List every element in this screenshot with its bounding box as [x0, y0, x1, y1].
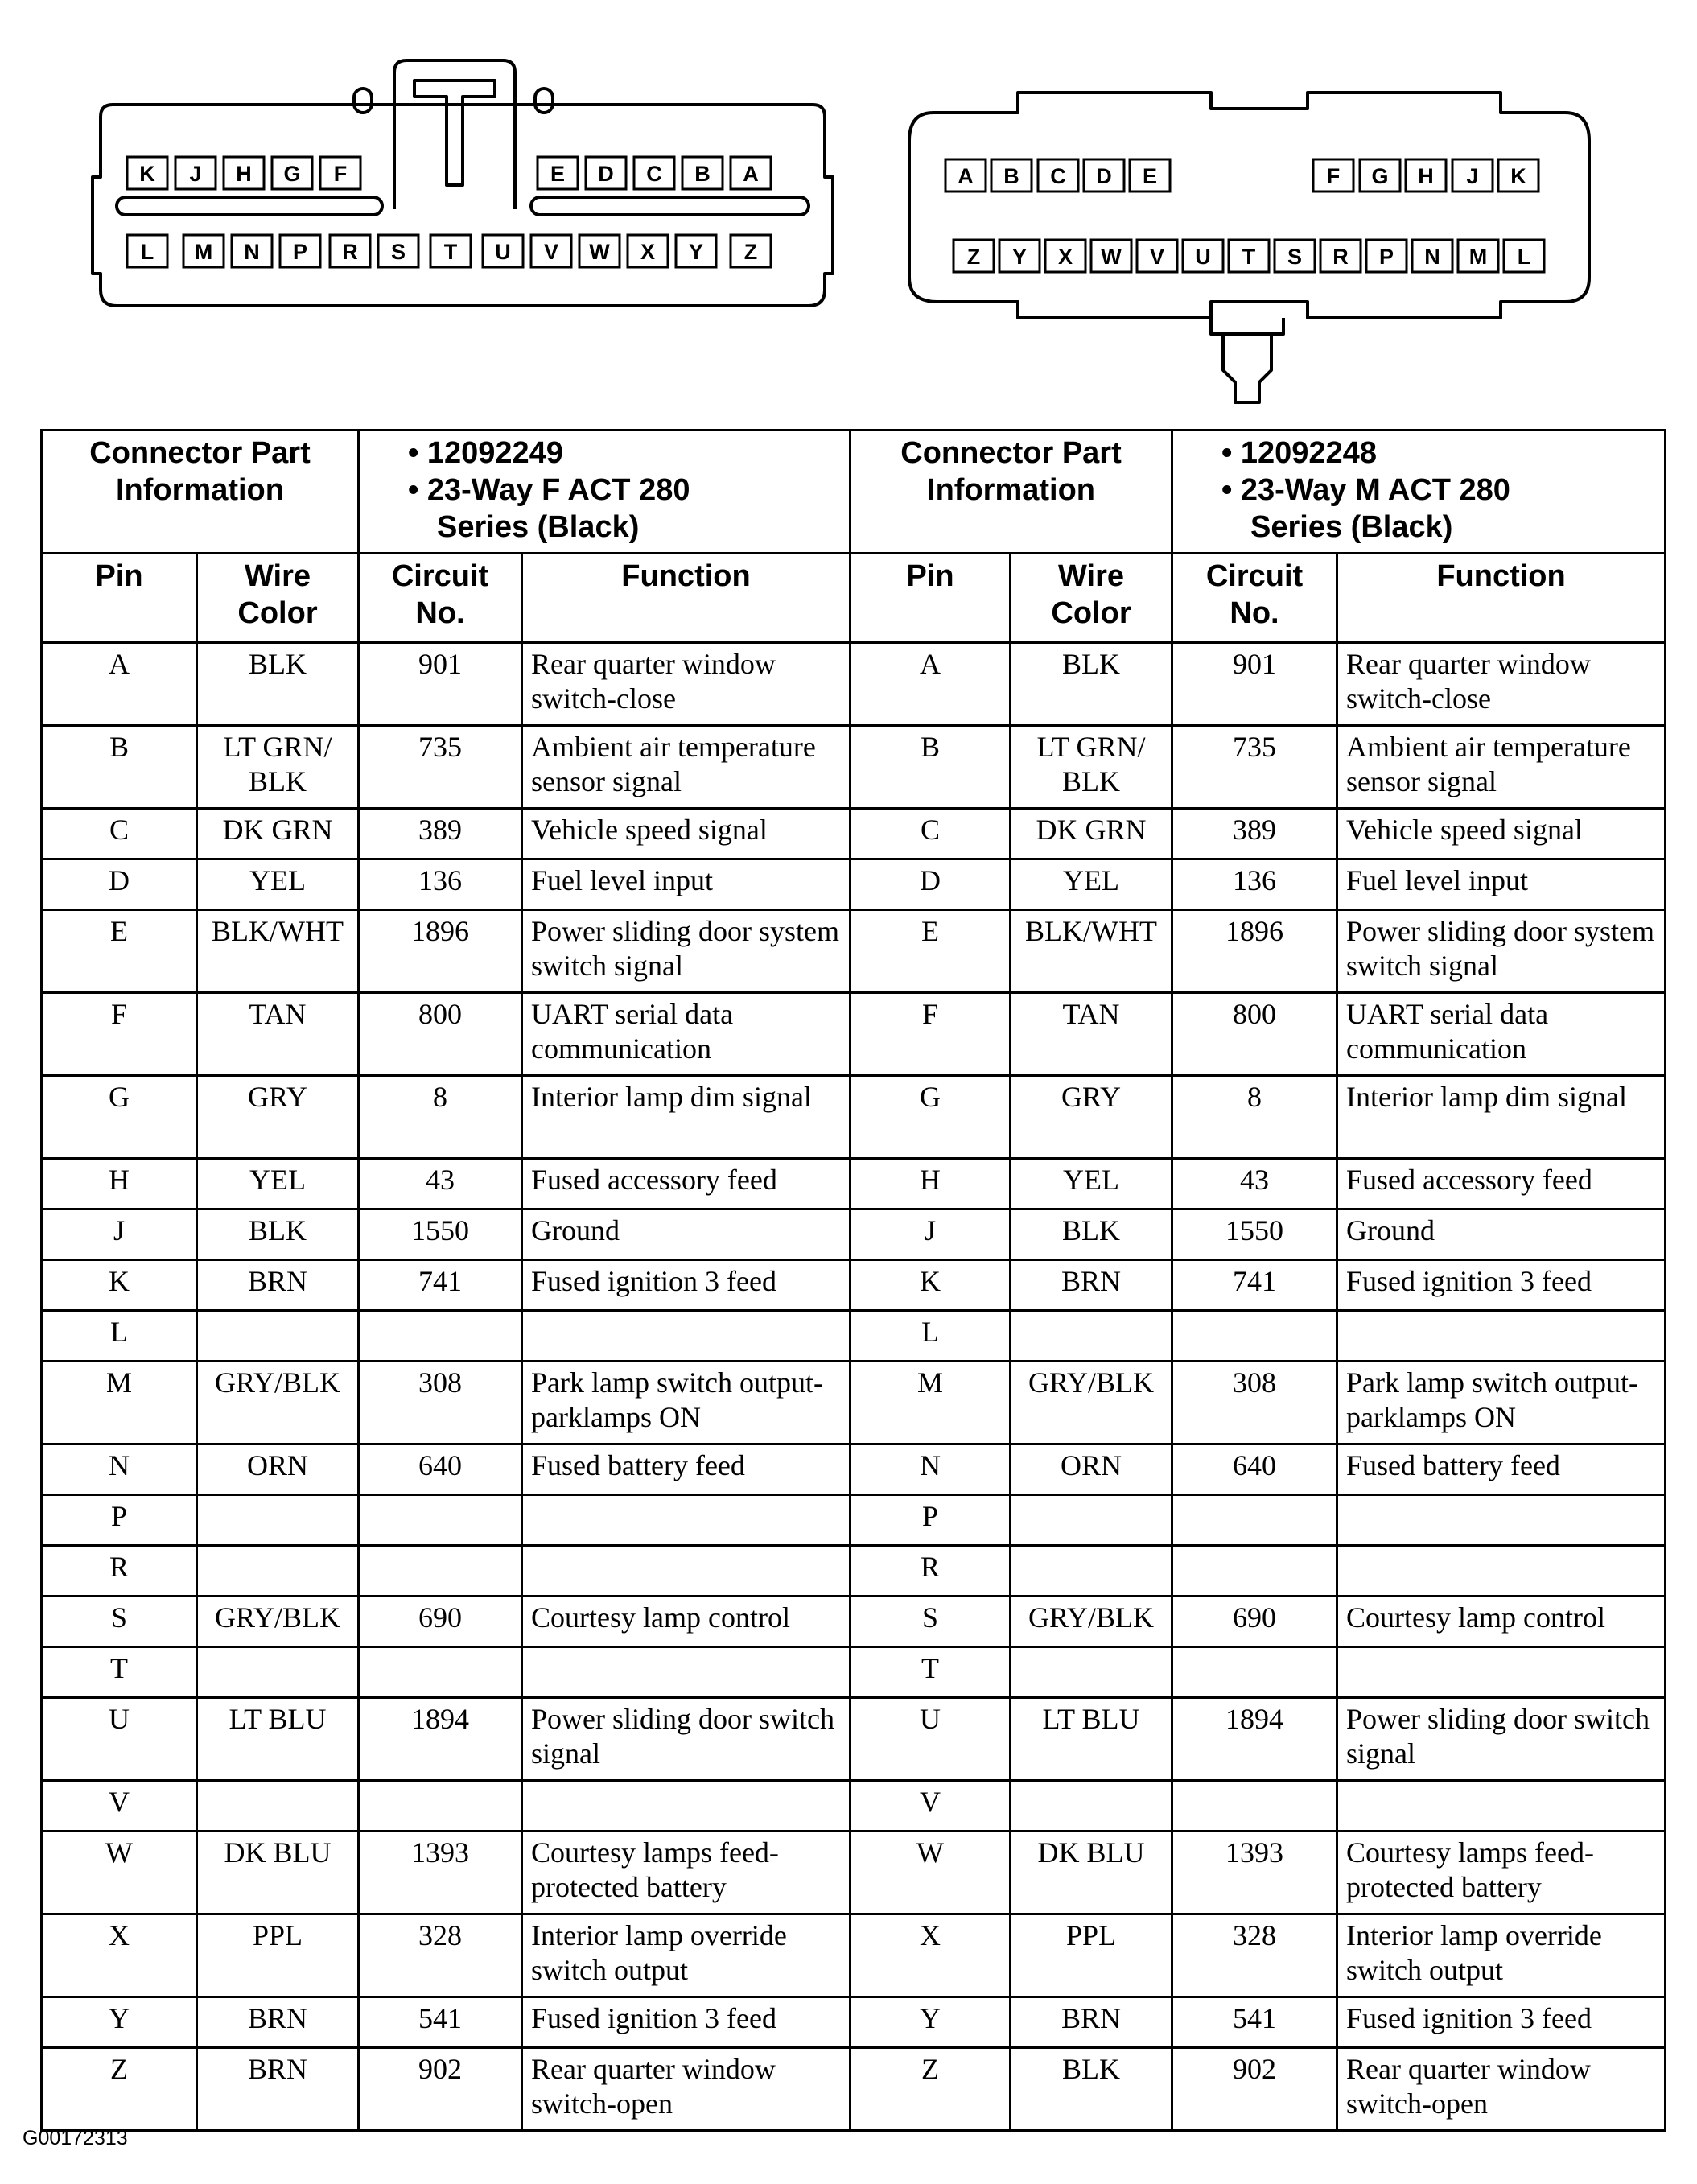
- connector-f-top-pin-label-h: H: [236, 162, 252, 186]
- right-function-cell: Fuel level input: [1337, 859, 1666, 910]
- connector-f-bottom-pin-label-m: M: [194, 240, 213, 264]
- right-wire-color-cell: BRN: [1011, 1260, 1172, 1311]
- connector-f-bottom-pin-label-v: V: [543, 240, 559, 264]
- table-row: [42, 993, 1666, 1076]
- right-wire-color-cell: [1011, 1495, 1172, 1546]
- right-function-cell: Power sliding door switch signal: [1337, 1698, 1666, 1781]
- right-pin-cell: E: [851, 910, 1011, 993]
- right-header-function: Function: [1337, 554, 1666, 643]
- table-row: [42, 1209, 1666, 1260]
- left-circuit-cell: 690: [359, 1597, 522, 1647]
- left-part-number: • 12092249: [408, 436, 563, 470]
- left-pin-cell: X: [42, 1914, 197, 1997]
- left-header-function: Function: [522, 554, 851, 643]
- right-wire-color-cell: GRY: [1011, 1076, 1172, 1159]
- left-circuit-cell: 741: [359, 1260, 522, 1311]
- right-function-cell: Fused ignition 3 feed: [1337, 1997, 1666, 2048]
- connector-f-top-pin-label-c: C: [646, 162, 662, 186]
- right-function-cell: Power sliding door system switch signal: [1337, 910, 1666, 993]
- table-row: [42, 1076, 1666, 1159]
- left-pin-cell: B: [42, 726, 197, 809]
- right-pin-cell: A: [851, 643, 1011, 726]
- right-pin-cell: K: [851, 1260, 1011, 1311]
- connector-m-bottom-pin-label-m: M: [1468, 245, 1488, 269]
- left-function-cell: Vehicle speed signal: [522, 809, 851, 859]
- right-function-cell: Interior lamp override switch output: [1337, 1914, 1666, 1997]
- right-function-cell: Courtesy lamps feed-protected battery: [1337, 1832, 1666, 1914]
- right-pin-cell: F: [851, 993, 1011, 1076]
- right-pin-cell: V: [851, 1781, 1011, 1832]
- left-circuit-cell: 735: [359, 726, 522, 809]
- right-connector-part-info: [1172, 431, 1666, 554]
- connector-m-top-pin-label-e: E: [1142, 164, 1158, 188]
- left-wire-color-cell: GRY/BLK: [197, 1362, 359, 1444]
- connector-m-top-pin-label-g: G: [1371, 164, 1389, 188]
- right-wire-color-cell: LT BLU: [1011, 1698, 1172, 1781]
- connector-m-bottom-pin-label-w: W: [1101, 245, 1122, 269]
- left-header-circuit: Circuit No.: [359, 554, 522, 643]
- right-wire-color-cell: DK BLU: [1011, 1832, 1172, 1914]
- connector-diagrams: [0, 0, 1697, 426]
- right-pin-cell: G: [851, 1076, 1011, 1159]
- left-function-cell: [522, 1647, 851, 1698]
- table-row: [42, 1647, 1666, 1698]
- right-circuit-cell: [1172, 1647, 1337, 1698]
- right-wire-color-cell: [1011, 1546, 1172, 1597]
- connector-f-top-pin-label-e: E: [550, 162, 566, 186]
- left-wire-color-cell: BRN: [197, 2048, 359, 2131]
- left-pin-cell: P: [42, 1495, 197, 1546]
- right-wire-color-cell: ORN: [1011, 1444, 1172, 1495]
- right-circuit-cell: 800: [1172, 993, 1337, 1076]
- left-circuit-cell: [359, 1546, 522, 1597]
- table-row: [42, 2048, 1666, 2131]
- connector-m-top-pin-label-j: J: [1466, 164, 1479, 188]
- left-circuit-cell: 1550: [359, 1209, 522, 1260]
- connector-f-bottom-pin-label-p: P: [292, 240, 308, 264]
- table-row: [42, 1362, 1666, 1444]
- connector-m-bottom-pin-label-z: Z: [966, 245, 981, 269]
- right-pin-cell: X: [851, 1914, 1011, 1997]
- left-pin-cell: K: [42, 1260, 197, 1311]
- connector-f-post-right: [535, 89, 553, 113]
- connector-f-rib-left: [117, 197, 382, 215]
- left-pin-cell: Y: [42, 1997, 197, 2048]
- left-circuit-cell: 136: [359, 859, 522, 910]
- right-wire-color-cell: DK GRN: [1011, 809, 1172, 859]
- connector-f-rib-right: [531, 197, 809, 215]
- right-wire-color-cell: BRN: [1011, 1997, 1172, 2048]
- right-circuit-cell: 136: [1172, 859, 1337, 910]
- left-pin-cell: A: [42, 643, 197, 726]
- connector-m-top-pin-label-c: C: [1050, 164, 1066, 188]
- table-row: [42, 859, 1666, 910]
- connector-f-bottom-pin-label-z: Z: [743, 240, 758, 264]
- table-row: [42, 1546, 1666, 1597]
- right-function-cell: Courtesy lamp control: [1337, 1597, 1666, 1647]
- left-connector-info-label: Connector Part Information: [42, 431, 359, 554]
- left-wire-color-cell: BRN: [197, 1997, 359, 2048]
- table-row: [42, 1159, 1666, 1209]
- connector-f-bottom-pin-label-w: W: [589, 240, 610, 264]
- left-circuit-cell: 1896: [359, 910, 522, 993]
- right-pin-cell: W: [851, 1832, 1011, 1914]
- left-function-cell: Fused battery feed: [522, 1444, 851, 1495]
- right-pin-cell: N: [851, 1444, 1011, 1495]
- left-function-cell: Courtesy lamps feed-protected battery: [522, 1832, 851, 1914]
- left-function-cell: Courtesy lamp control: [522, 1597, 851, 1647]
- right-circuit-cell: 308: [1172, 1362, 1337, 1444]
- right-function-cell: Ambient air temperature sensor signal: [1337, 726, 1666, 809]
- left-function-cell: UART serial data communication: [522, 993, 851, 1076]
- right-function-cell: Interior lamp dim signal: [1337, 1076, 1666, 1159]
- left-circuit-cell: [359, 1311, 522, 1362]
- right-circuit-cell: 8: [1172, 1076, 1337, 1159]
- right-pin-cell: B: [851, 726, 1011, 809]
- connector-f-bottom-pin-label-l: L: [140, 240, 154, 264]
- right-circuit-cell: 640: [1172, 1444, 1337, 1495]
- right-function-cell: [1337, 1546, 1666, 1597]
- left-circuit-cell: 541: [359, 1997, 522, 2048]
- right-function-cell: Vehicle speed signal: [1337, 809, 1666, 859]
- right-function-cell: [1337, 1781, 1666, 1832]
- left-function-cell: Rear quarter window switch-close: [522, 643, 851, 726]
- left-circuit-cell: [359, 1495, 522, 1546]
- left-function-cell: Ground: [522, 1209, 851, 1260]
- connector-f-bottom-pin-label-s: S: [390, 240, 406, 264]
- figure-code: G00172313: [23, 2127, 128, 2149]
- right-wire-color-cell: GRY/BLK: [1011, 1597, 1172, 1647]
- right-wire-color-cell: BLK: [1011, 643, 1172, 726]
- left-wire-color-cell: ORN: [197, 1444, 359, 1495]
- connector-m-top-pin-label-h: H: [1418, 164, 1434, 188]
- left-circuit-cell: 389: [359, 809, 522, 859]
- right-circuit-cell: 1896: [1172, 910, 1337, 993]
- table-row: [42, 726, 1666, 809]
- connector-m-bottom-pin-label-v: V: [1149, 245, 1165, 269]
- left-pin-cell: C: [42, 809, 197, 859]
- left-function-cell: Power sliding door switch signal: [522, 1698, 851, 1781]
- left-function-cell: Rear quarter window switch-open: [522, 2048, 851, 2131]
- right-function-cell: Rear quarter window switch-open: [1337, 2048, 1666, 2131]
- connector-m-top-pin-label-f: F: [1326, 164, 1341, 188]
- left-part-series: Series (Black): [437, 510, 640, 544]
- left-pin-cell: Z: [42, 2048, 197, 2131]
- left-connector-part-info: [359, 431, 851, 554]
- table-row: [42, 910, 1666, 993]
- left-wire-color-cell: LT BLU: [197, 1698, 359, 1781]
- left-pin-cell: N: [42, 1444, 197, 1495]
- connector-f-latch-bar: [414, 80, 495, 185]
- left-wire-color-cell: YEL: [197, 1159, 359, 1209]
- right-function-cell: Fused battery feed: [1337, 1444, 1666, 1495]
- left-wire-color-cell: GRY: [197, 1076, 359, 1159]
- left-function-cell: Fuel level input: [522, 859, 851, 910]
- left-function-cell: Interior lamp dim signal: [522, 1076, 851, 1159]
- left-pin-cell: E: [42, 910, 197, 993]
- left-wire-color-cell: YEL: [197, 859, 359, 910]
- left-pin-cell: F: [42, 993, 197, 1076]
- connector-m-bottom-pin-label-y: Y: [1011, 245, 1028, 269]
- right-circuit-cell: [1172, 1495, 1337, 1546]
- connector-f-latch: [394, 60, 515, 209]
- left-wire-color-cell: [197, 1546, 359, 1597]
- connector-f-top-pin-label-b: B: [694, 162, 711, 186]
- left-circuit-cell: 328: [359, 1914, 522, 1997]
- left-function-cell: Park lamp switch output-parklamps ON: [522, 1362, 851, 1444]
- right-function-cell: Park lamp switch output-parklamps ON: [1337, 1362, 1666, 1444]
- left-wire-color-cell: TAN: [197, 993, 359, 1076]
- right-circuit-cell: 1550: [1172, 1209, 1337, 1260]
- right-circuit-cell: 741: [1172, 1260, 1337, 1311]
- connector-f-bottom-pin-label-n: N: [244, 240, 260, 264]
- left-wire-color-cell: LT GRN/ BLK: [197, 726, 359, 809]
- right-wire-color-cell: PPL: [1011, 1914, 1172, 1997]
- left-wire-color-cell: BLK/WHT: [197, 910, 359, 993]
- right-wire-color-cell: GRY/BLK: [1011, 1362, 1172, 1444]
- left-pin-cell: R: [42, 1546, 197, 1597]
- right-wire-color-cell: YEL: [1011, 1159, 1172, 1209]
- table-row: [42, 809, 1666, 859]
- connector-m-bottom-pin-label-t: T: [1242, 245, 1256, 269]
- left-wire-color-cell: BRN: [197, 1260, 359, 1311]
- left-function-cell: Interior lamp override switch output: [522, 1914, 851, 1997]
- right-function-cell: UART serial data communication: [1337, 993, 1666, 1076]
- left-wire-color-cell: BLK: [197, 643, 359, 726]
- right-wire-color-cell: LT GRN/ BLK: [1011, 726, 1172, 809]
- right-wire-color-cell: YEL: [1011, 859, 1172, 910]
- left-pin-cell: M: [42, 1362, 197, 1444]
- right-pin-cell: S: [851, 1597, 1011, 1647]
- connector-m-bottom-pin-label-p: P: [1378, 245, 1394, 269]
- right-pin-cell: Y: [851, 1997, 1011, 2048]
- connector-m-bottom-pin-label-u: U: [1195, 245, 1211, 269]
- right-pin-cell: R: [851, 1546, 1011, 1597]
- right-circuit-cell: 328: [1172, 1914, 1337, 1997]
- connector-m-bottom-pin-label-x: X: [1057, 245, 1073, 269]
- table-row: [42, 1311, 1666, 1362]
- connector-m-body: [909, 93, 1589, 318]
- left-circuit-cell: 902: [359, 2048, 522, 2131]
- left-pin-cell: T: [42, 1647, 197, 1698]
- connector-f-post-left: [354, 89, 372, 113]
- right-circuit-cell: [1172, 1546, 1337, 1597]
- right-header-pin: Pin: [851, 554, 1011, 643]
- connector-f-top-pin-label-j: J: [189, 162, 202, 186]
- left-wire-color-cell: [197, 1495, 359, 1546]
- right-wire-color-cell: BLK/WHT: [1011, 910, 1172, 993]
- connector-f-bottom-pin-label-t: T: [443, 240, 458, 264]
- left-pin-cell: L: [42, 1311, 197, 1362]
- right-circuit-cell: 43: [1172, 1159, 1337, 1209]
- right-function-cell: Fused ignition 3 feed: [1337, 1260, 1666, 1311]
- connector-f-top-pin-label-k: K: [139, 162, 155, 186]
- right-circuit-cell: 901: [1172, 643, 1337, 726]
- table-row: [42, 1597, 1666, 1647]
- left-circuit-cell: [359, 1781, 522, 1832]
- right-pin-cell: U: [851, 1698, 1011, 1781]
- right-wire-color-cell: TAN: [1011, 993, 1172, 1076]
- right-wire-color-cell: [1011, 1647, 1172, 1698]
- table-row: [42, 1444, 1666, 1495]
- right-pin-cell: J: [851, 1209, 1011, 1260]
- right-pin-cell: P: [851, 1495, 1011, 1546]
- right-function-cell: [1337, 1647, 1666, 1698]
- connector-f-bottom-pin-label-r: R: [342, 240, 358, 264]
- right-circuit-cell: 541: [1172, 1997, 1337, 2048]
- table-row: [42, 1997, 1666, 2048]
- left-header-wire-color: Wire Color: [197, 554, 359, 643]
- left-circuit-cell: [359, 1647, 522, 1698]
- table-row: [42, 1781, 1666, 1832]
- left-function-cell: [522, 1495, 851, 1546]
- right-wire-color-cell: [1011, 1311, 1172, 1362]
- left-wire-color-cell: DK GRN: [197, 809, 359, 859]
- connector-f-bottom-pin-label-u: U: [495, 240, 511, 264]
- table-row: [42, 1698, 1666, 1781]
- connector-f-top-pin-label-f: F: [333, 162, 348, 186]
- table-row: [42, 643, 1666, 726]
- right-function-cell: Ground: [1337, 1209, 1666, 1260]
- left-circuit-cell: 8: [359, 1076, 522, 1159]
- connector-f-bottom-pin-label-y: Y: [688, 240, 704, 264]
- connector-m-bottom-pin-label-r: R: [1332, 245, 1349, 269]
- left-wire-color-cell: [197, 1311, 359, 1362]
- right-part-type: • 23-Way M ACT 280: [1221, 473, 1510, 507]
- right-circuit-cell: 735: [1172, 726, 1337, 809]
- right-pin-cell: D: [851, 859, 1011, 910]
- right-circuit-cell: 389: [1172, 809, 1337, 859]
- right-pin-cell: Z: [851, 2048, 1011, 2131]
- connector-f-top-pin-label-g: G: [283, 162, 301, 186]
- left-function-cell: Ambient air temperature sensor signal: [522, 726, 851, 809]
- right-circuit-cell: [1172, 1311, 1337, 1362]
- left-part-type: • 23-Way F ACT 280: [408, 473, 690, 507]
- right-wire-color-cell: BLK: [1011, 2048, 1172, 2131]
- connector-m-bottom-pin-label-l: L: [1517, 245, 1531, 269]
- left-wire-color-cell: [197, 1647, 359, 1698]
- right-circuit-cell: 690: [1172, 1597, 1337, 1647]
- table-row: [42, 1832, 1666, 1914]
- right-function-cell: Rear quarter window switch-close: [1337, 643, 1666, 726]
- left-circuit-cell: 1894: [359, 1698, 522, 1781]
- left-pin-cell: W: [42, 1832, 197, 1914]
- connector-m-bottom-pin-label-n: N: [1424, 245, 1440, 269]
- connector-m-top-pin-label-k: K: [1510, 164, 1526, 188]
- left-pin-cell: H: [42, 1159, 197, 1209]
- connector-diagrams-svg: [0, 0, 1697, 426]
- left-circuit-cell: 308: [359, 1362, 522, 1444]
- left-circuit-cell: 640: [359, 1444, 522, 1495]
- left-pin-cell: V: [42, 1781, 197, 1832]
- left-circuit-cell: 1393: [359, 1832, 522, 1914]
- left-pin-cell: D: [42, 859, 197, 910]
- left-function-cell: Power sliding door system switch signal: [522, 910, 851, 993]
- table-row: [42, 1914, 1666, 1997]
- pinout-table: [40, 429, 1666, 2132]
- right-wire-color-cell: [1011, 1781, 1172, 1832]
- left-function-cell: [522, 1311, 851, 1362]
- right-pin-cell: L: [851, 1311, 1011, 1362]
- right-function-cell: Fused accessory feed: [1337, 1159, 1666, 1209]
- connector-m-bottom-pin-label-s: S: [1287, 245, 1303, 269]
- left-function-cell: Fused accessory feed: [522, 1159, 851, 1209]
- left-circuit-cell: 43: [359, 1159, 522, 1209]
- left-function-cell: [522, 1546, 851, 1597]
- left-function-cell: Fused ignition 3 feed: [522, 1997, 851, 2048]
- left-wire-color-cell: GRY/BLK: [197, 1597, 359, 1647]
- right-part-series: Series (Black): [1250, 510, 1453, 544]
- right-wire-color-cell: BLK: [1011, 1209, 1172, 1260]
- right-pin-cell: H: [851, 1159, 1011, 1209]
- left-circuit-cell: 800: [359, 993, 522, 1076]
- left-pin-cell: J: [42, 1209, 197, 1260]
- connector-m-top-pin-label-a: A: [958, 164, 974, 188]
- right-part-number: • 12092248: [1221, 436, 1377, 470]
- left-function-cell: Fused ignition 3 feed: [522, 1260, 851, 1311]
- table-row: [42, 1260, 1666, 1311]
- left-wire-color-cell: [197, 1781, 359, 1832]
- table-row: [42, 1495, 1666, 1546]
- left-wire-color-cell: BLK: [197, 1209, 359, 1260]
- connector-m-top-pin-label-d: D: [1096, 164, 1112, 188]
- connector-f-top-pin-label-a: A: [743, 162, 759, 186]
- left-pin-cell: U: [42, 1698, 197, 1781]
- left-pin-cell: G: [42, 1076, 197, 1159]
- left-wire-color-cell: PPL: [197, 1914, 359, 1997]
- right-circuit-cell: 902: [1172, 2048, 1337, 2131]
- right-circuit-cell: [1172, 1781, 1337, 1832]
- left-wire-color-cell: DK BLU: [197, 1832, 359, 1914]
- left-circuit-cell: 901: [359, 643, 522, 726]
- right-function-cell: [1337, 1311, 1666, 1362]
- right-pin-cell: M: [851, 1362, 1011, 1444]
- connector-f-bottom-pin-label-x: X: [640, 240, 656, 264]
- left-header-pin: Pin: [42, 554, 197, 643]
- right-connector-info-label: Connector Part Information: [851, 431, 1172, 554]
- right-pin-cell: C: [851, 809, 1011, 859]
- right-pin-cell: T: [851, 1647, 1011, 1698]
- left-function-cell: [522, 1781, 851, 1832]
- connector-m-top-pin-label-b: B: [1003, 164, 1019, 188]
- connector-m-plug: [1211, 318, 1283, 402]
- left-pin-cell: S: [42, 1597, 197, 1647]
- right-circuit-cell: 1393: [1172, 1832, 1337, 1914]
- right-header-circuit: Circuit No.: [1172, 554, 1337, 643]
- right-circuit-cell: 1894: [1172, 1698, 1337, 1781]
- right-header-wire-color: Wire Color: [1011, 554, 1172, 643]
- right-function-cell: [1337, 1495, 1666, 1546]
- connector-f-top-pin-label-d: D: [598, 162, 614, 186]
